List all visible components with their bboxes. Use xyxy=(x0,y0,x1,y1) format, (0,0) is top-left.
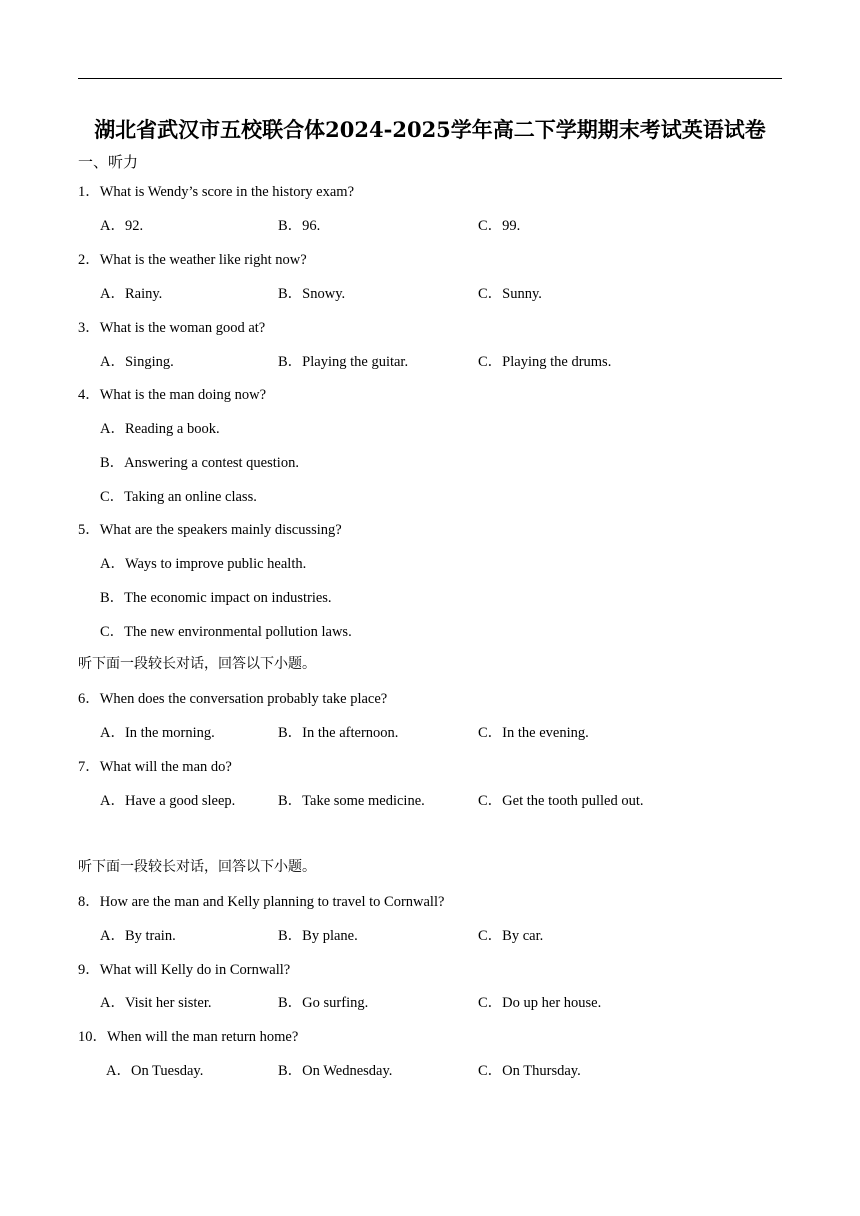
q6-option-c: C．In the evening. xyxy=(478,725,589,741)
q9-option-b: B．Go surfing. xyxy=(278,995,369,1011)
q3-option-c: C．Playing the drums. xyxy=(478,354,612,370)
question-10: 10．When will the man return home? xyxy=(78,1029,299,1045)
question-1: 1．What is Wendy’s score in the history exam? xyxy=(78,184,355,200)
q2-option-b: B．Snowy. xyxy=(278,286,346,302)
q10-option-b: B．On Wednesday. xyxy=(278,1063,393,1079)
section-heading: 一、听力 xyxy=(78,153,139,171)
q1-option-b: B．96. xyxy=(278,218,321,234)
question-7: 7．What will the man do? xyxy=(78,759,232,775)
q7-option-b: B．Take some medicine. xyxy=(278,793,425,809)
section-note-2: 听下面一段较长对话，回答以下小题。 xyxy=(78,859,316,875)
q4-option-c: C．Taking an online class. xyxy=(100,489,257,505)
q1-option-a: A．92. xyxy=(100,218,144,234)
q5-option-c: C．The new environmental pollution laws. xyxy=(100,624,352,640)
q3-option-a: A．Singing. xyxy=(100,354,174,370)
question-4: 4．What is the man doing now? xyxy=(78,387,267,403)
q9-option-a: A．Visit her sister. xyxy=(100,995,212,1011)
question-2: 2．What is the weather like right now? xyxy=(78,252,307,268)
q5-option-b: B．The economic impact on industries. xyxy=(100,590,332,606)
q5-option-a: A．Ways to improve public health. xyxy=(100,556,307,572)
q3-option-b: B．Playing the guitar. xyxy=(278,354,409,370)
question-9: 9．What will Kelly do in Cornwall? xyxy=(78,962,291,978)
q7-option-a: A．Have a good sleep. xyxy=(100,793,236,809)
q10-option-a: A．On Tuesday. xyxy=(106,1063,204,1079)
q9-option-c: C．Do up her house. xyxy=(478,995,602,1011)
q4-option-b: B．Answering a contest question. xyxy=(100,455,299,471)
q6-option-b: B．In the afternoon. xyxy=(278,725,399,741)
question-6: 6．When does the conversation probably take place? xyxy=(78,691,388,707)
q4-option-a: A．Reading a book. xyxy=(100,421,220,437)
q7-option-c: C．Get the tooth pulled out. xyxy=(478,793,644,809)
section-note-1: 听下面一段较长对话，回答以下小题。 xyxy=(78,656,316,672)
q2-option-c: C．Sunny. xyxy=(478,286,542,302)
question-5: 5．What are the speakers mainly discussing? xyxy=(78,522,342,538)
q10-option-c: C．On Thursday. xyxy=(478,1063,581,1079)
header-rule xyxy=(78,78,782,79)
question-8: 8．How are the man and Kelly planning to travel to Cornwall? xyxy=(78,894,445,910)
question-3: 3．What is the woman good at? xyxy=(78,320,266,336)
q8-option-a: A．By train. xyxy=(100,928,176,944)
exam-title: 湖北省武汉市五校联合体2024-2025学年高二下学期期末考试英语试卷 xyxy=(94,117,766,142)
q8-option-b: B．By plane. xyxy=(278,928,358,944)
q6-option-a: A．In the morning. xyxy=(100,725,215,741)
q8-option-c: C．By car. xyxy=(478,928,544,944)
q2-option-a: A．Rainy. xyxy=(100,286,163,302)
q1-option-c: C．99. xyxy=(478,218,521,234)
